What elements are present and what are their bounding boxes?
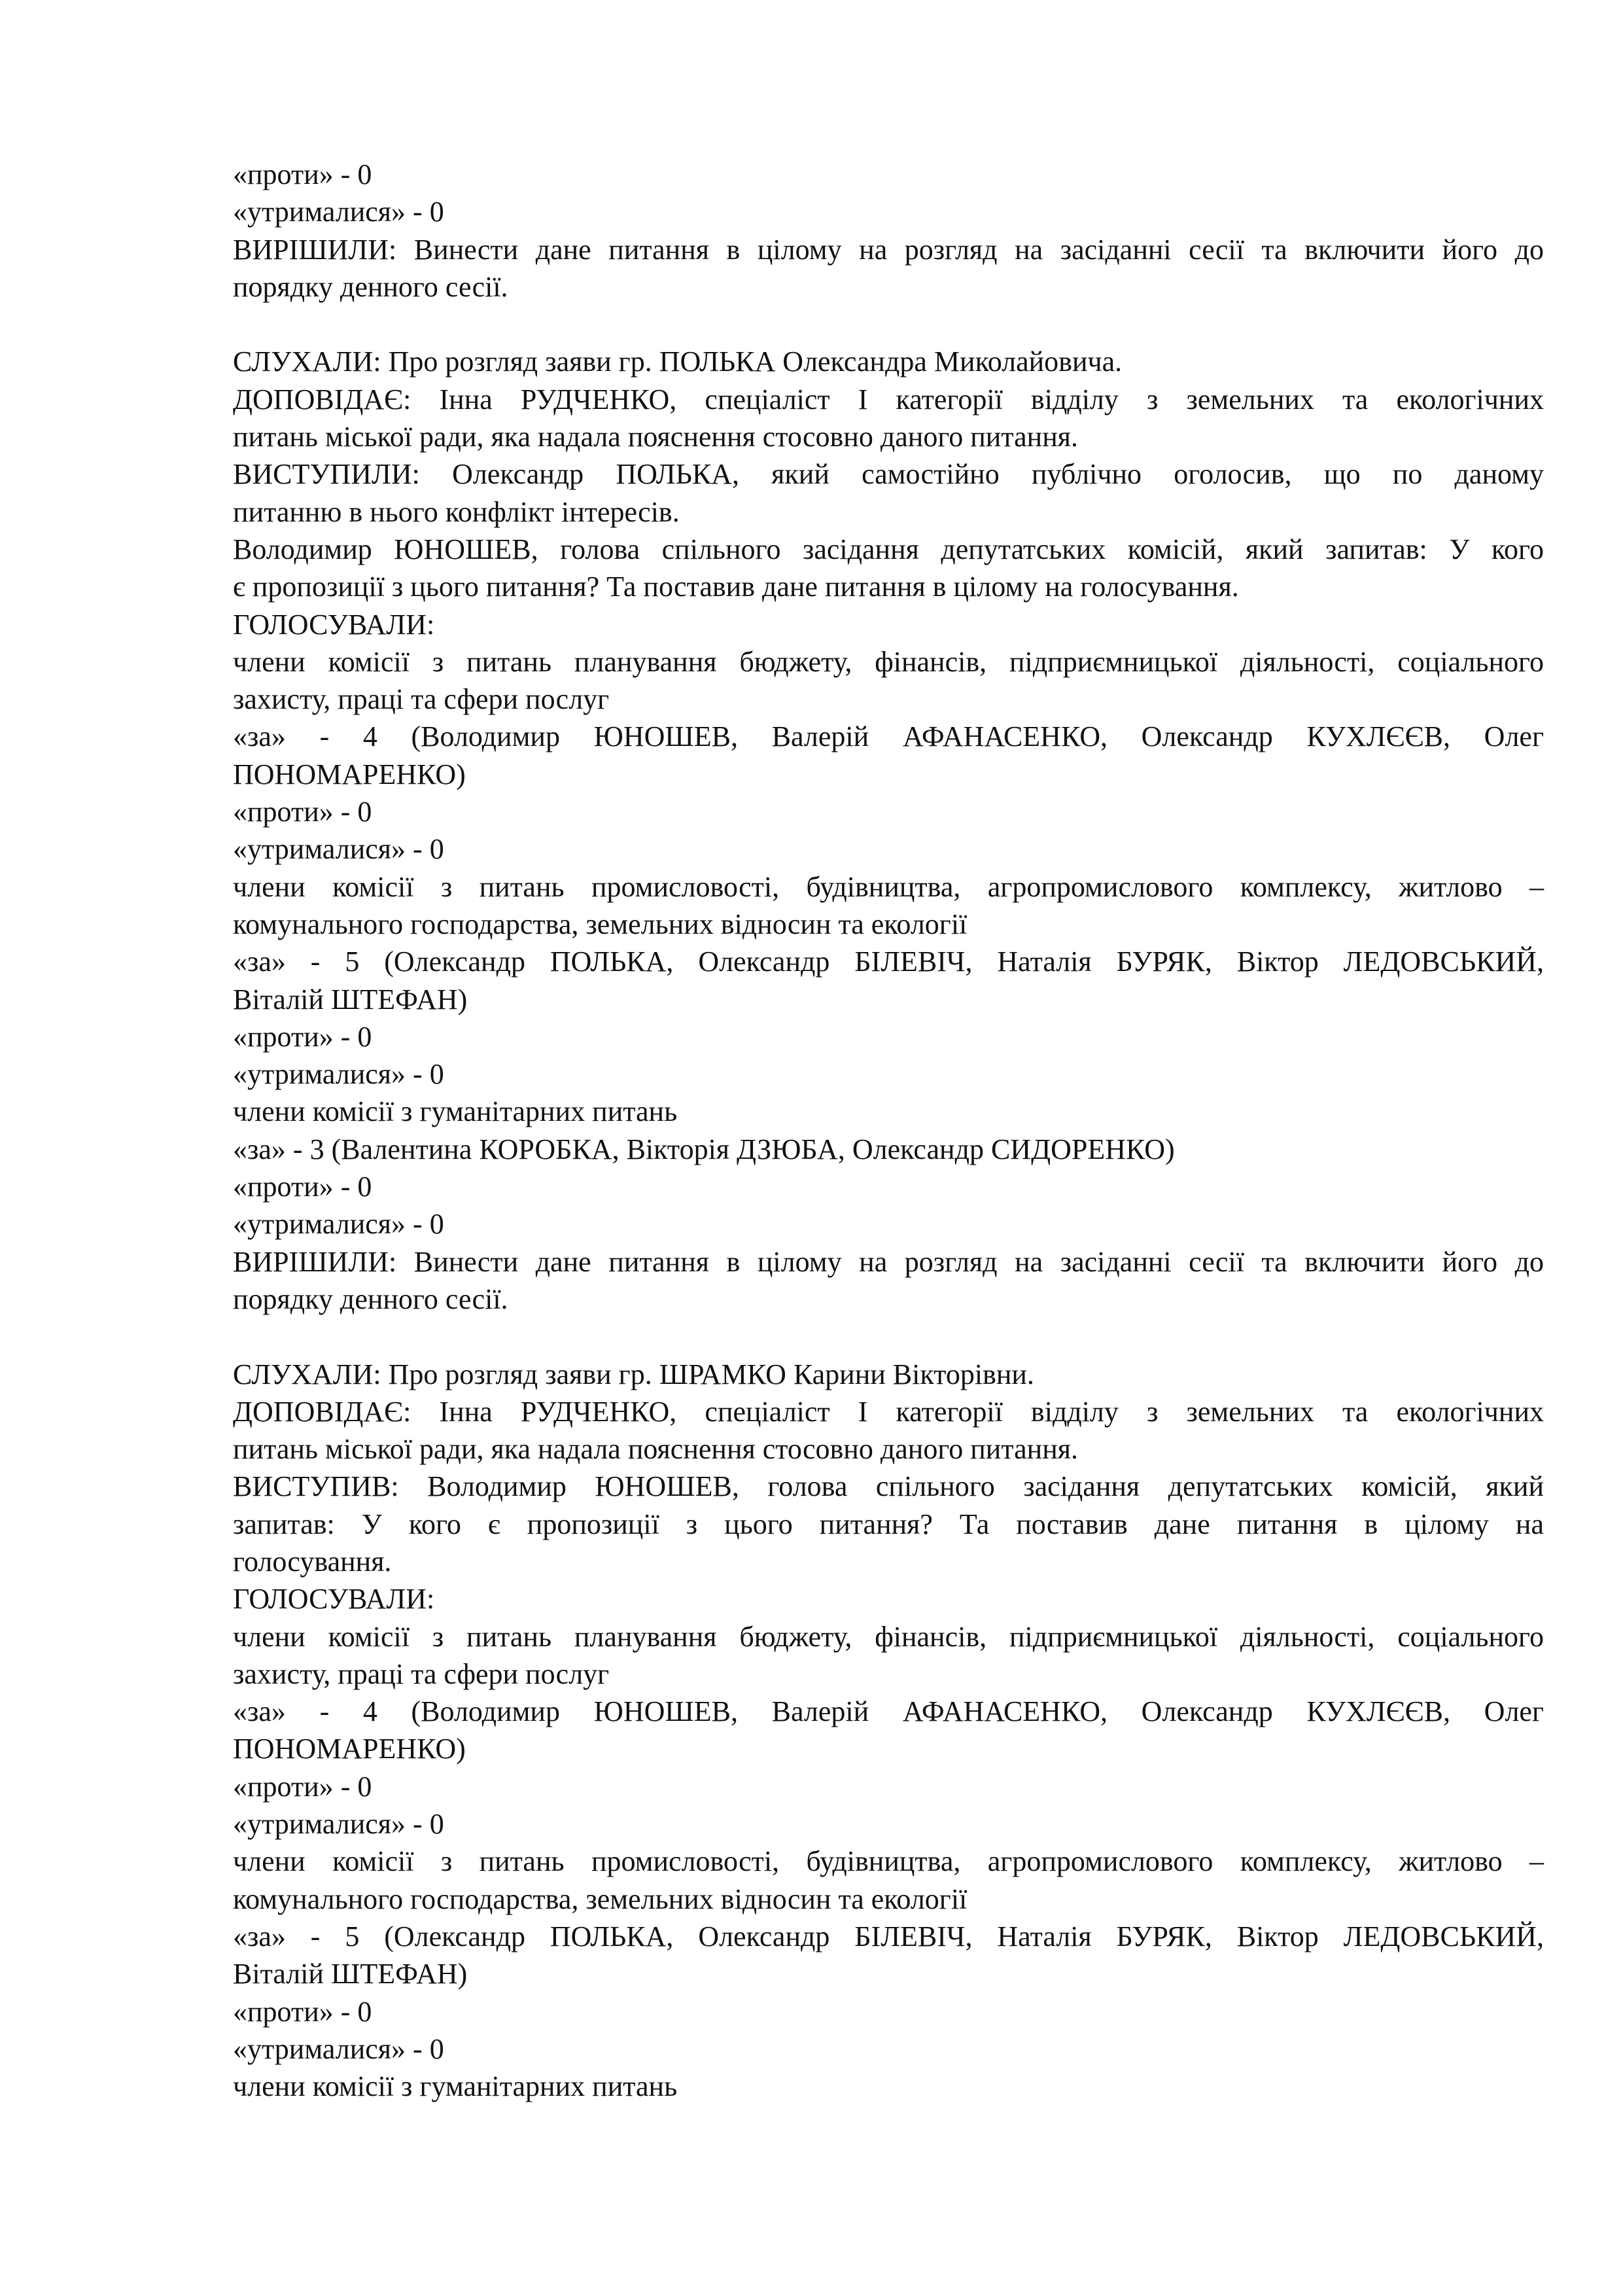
commission-line: члени комісії з питань промисловості, будівництва, агропромислового комплексу, житлово – bbox=[233, 870, 1544, 903]
voted-heading: ГОЛОСУВАЛИ: bbox=[233, 1583, 435, 1616]
commission-line: члени комісії з питань промисловості, будівництва, агропромислового комплексу, житлово – bbox=[233, 1845, 1544, 1878]
commission-line: захисту, праці та сфери послуг bbox=[233, 683, 610, 716]
vote-for-line: «за» - 4 (Володимир ЮНОШЕВ, Валерій АФАНАСЕНКО, Олександр КУХЛЄЄВ, Олег bbox=[233, 1695, 1544, 1728]
speakers-line: є пропозиції з цього питання? Та поставив дане питання в цілому на голосування. bbox=[233, 571, 1239, 603]
vote-for-line: Віталій ШТЕФАН) bbox=[233, 983, 468, 1016]
vote-abstain-line: «утрималися» - 0 bbox=[233, 1808, 444, 1841]
commission-line: члени комісії з гуманітарних питань bbox=[233, 2070, 678, 2103]
speakers-line: Володимир ЮНОШЕВ, голова спільного засідання депутатських комісій, який запитав: У кого bbox=[233, 533, 1544, 565]
vote-for-line: «за» - 3 (Валентина КОРОБКА, Вікторія ДЗЮБА, Олександр СИДОРЕНКО) bbox=[233, 1133, 1175, 1165]
speakers-line: запитав: У кого є пропозиції з цього питання? Та поставив дане питання в цілому на bbox=[233, 1508, 1544, 1540]
vote-abstain-line: «утрималися» - 0 bbox=[233, 1058, 444, 1091]
vote-against-line: «проти» - 0 bbox=[233, 158, 372, 190]
paragraph-gap bbox=[233, 306, 1544, 343]
vote-for-line: «за» - 5 (Олександр ПОЛЬКА, Олександр БІЛЕВІЧ, Наталія БУРЯК, Віктор ЛЕДОВСЬКИЙ, bbox=[233, 945, 1544, 978]
commission-line: члени комісії з питань планування бюджету, фінансів, підприємницької діяльності, соціального bbox=[233, 1620, 1544, 1653]
speakers-line: питанню в нього конфлікт інтересів. bbox=[233, 495, 680, 528]
decision-line: порядку денного сесії. bbox=[233, 270, 508, 303]
vote-abstain-line: «утрималися» - 0 bbox=[233, 1208, 444, 1241]
commission-line: члени комісії з питань планування бюджету, фінансів, підприємницької діяльності, соціального bbox=[233, 645, 1544, 678]
vote-against-line: «проти» - 0 bbox=[233, 1171, 372, 1203]
vote-abstain-line: «утрималися» - 0 bbox=[233, 2032, 444, 2065]
commission-line: захисту, праці та сфери послуг bbox=[233, 1657, 610, 1690]
decision-line: ВИРІШИЛИ: Винести дане питання в цілому на розгляд на засіданні сесії та включити його до bbox=[233, 233, 1544, 266]
vote-for-line: ПОНОМАРЕНКО) bbox=[233, 758, 466, 790]
speakers-line: голосування. bbox=[233, 1545, 392, 1578]
document-page bbox=[233, 156, 1544, 2105]
vote-against-line: «проти» - 0 bbox=[233, 1770, 372, 1803]
vote-against-line: «проти» - 0 bbox=[233, 796, 372, 828]
reporter-line: питань міської ради, яка надала пояснення стосовно даного питання. bbox=[233, 421, 1078, 453]
vote-abstain-line: «утрималися» - 0 bbox=[233, 196, 444, 228]
reporter-line: питань міської ради, яка надала пояснення стосовно даного питання. bbox=[233, 1433, 1078, 1466]
vote-for-line: ПОНОМАРЕНКО) bbox=[233, 1733, 466, 1765]
vote-against-line: «проти» - 0 bbox=[233, 1020, 372, 1053]
vote-for-line: Віталій ШТЕФАН) bbox=[233, 1958, 468, 1990]
commission-line: комунального господарства, земельних відносин та екології bbox=[233, 1882, 968, 1915]
heard-line: СЛУХАЛИ: Про розгляд заяви гр. ПОЛЬКА Олександра Миколайовича. bbox=[233, 345, 1123, 378]
vote-abstain-line: «утрималися» - 0 bbox=[233, 833, 444, 866]
reporter-line: ДОПОВІДАЄ: Інна РУДЧЕНКО, спеціаліст І категорії відділу з земельних та екологічних bbox=[233, 383, 1544, 415]
paragraph-gap bbox=[233, 1318, 1544, 1355]
speakers-line: ВИСТУПИЛИ: Олександр ПОЛЬКА, який самостійно публічно оголосив, що по даному bbox=[233, 458, 1544, 491]
speakers-line: ВИСТУПИВ: Володимир ЮНОШЕВ, голова спільного засідання депутатських комісій, який bbox=[233, 1470, 1544, 1503]
vote-against-line: «проти» - 0 bbox=[233, 1995, 372, 2028]
decision-line: порядку денного сесії. bbox=[233, 1282, 508, 1315]
vote-for-line: «за» - 4 (Володимир ЮНОШЕВ, Валерій АФАНАСЕНКО, Олександр КУХЛЄЄВ, Олег bbox=[233, 720, 1544, 753]
decision-line: ВИРІШИЛИ: Винести дане питання в цілому на розгляд на засіданні сесії та включити його до bbox=[233, 1245, 1544, 1278]
commission-line: члени комісії з гуманітарних питань bbox=[233, 1095, 678, 1128]
vote-for-line: «за» - 5 (Олександр ПОЛЬКА, Олександр БІЛЕВІЧ, Наталія БУРЯК, Віктор ЛЕДОВСЬКИЙ, bbox=[233, 1920, 1544, 1952]
commission-line: комунального господарства, земельних відносин та екології bbox=[233, 908, 968, 940]
voted-heading: ГОЛОСУВАЛИ: bbox=[233, 608, 435, 641]
heard-line: СЛУХАЛИ: Про розгляд заяви гр. ШРАМКО Карини Вікторівни. bbox=[233, 1358, 1034, 1390]
reporter-line: ДОПОВІДАЄ: Інна РУДЧЕНКО, спеціаліст І категорії відділу з земельних та екологічних bbox=[233, 1395, 1544, 1428]
